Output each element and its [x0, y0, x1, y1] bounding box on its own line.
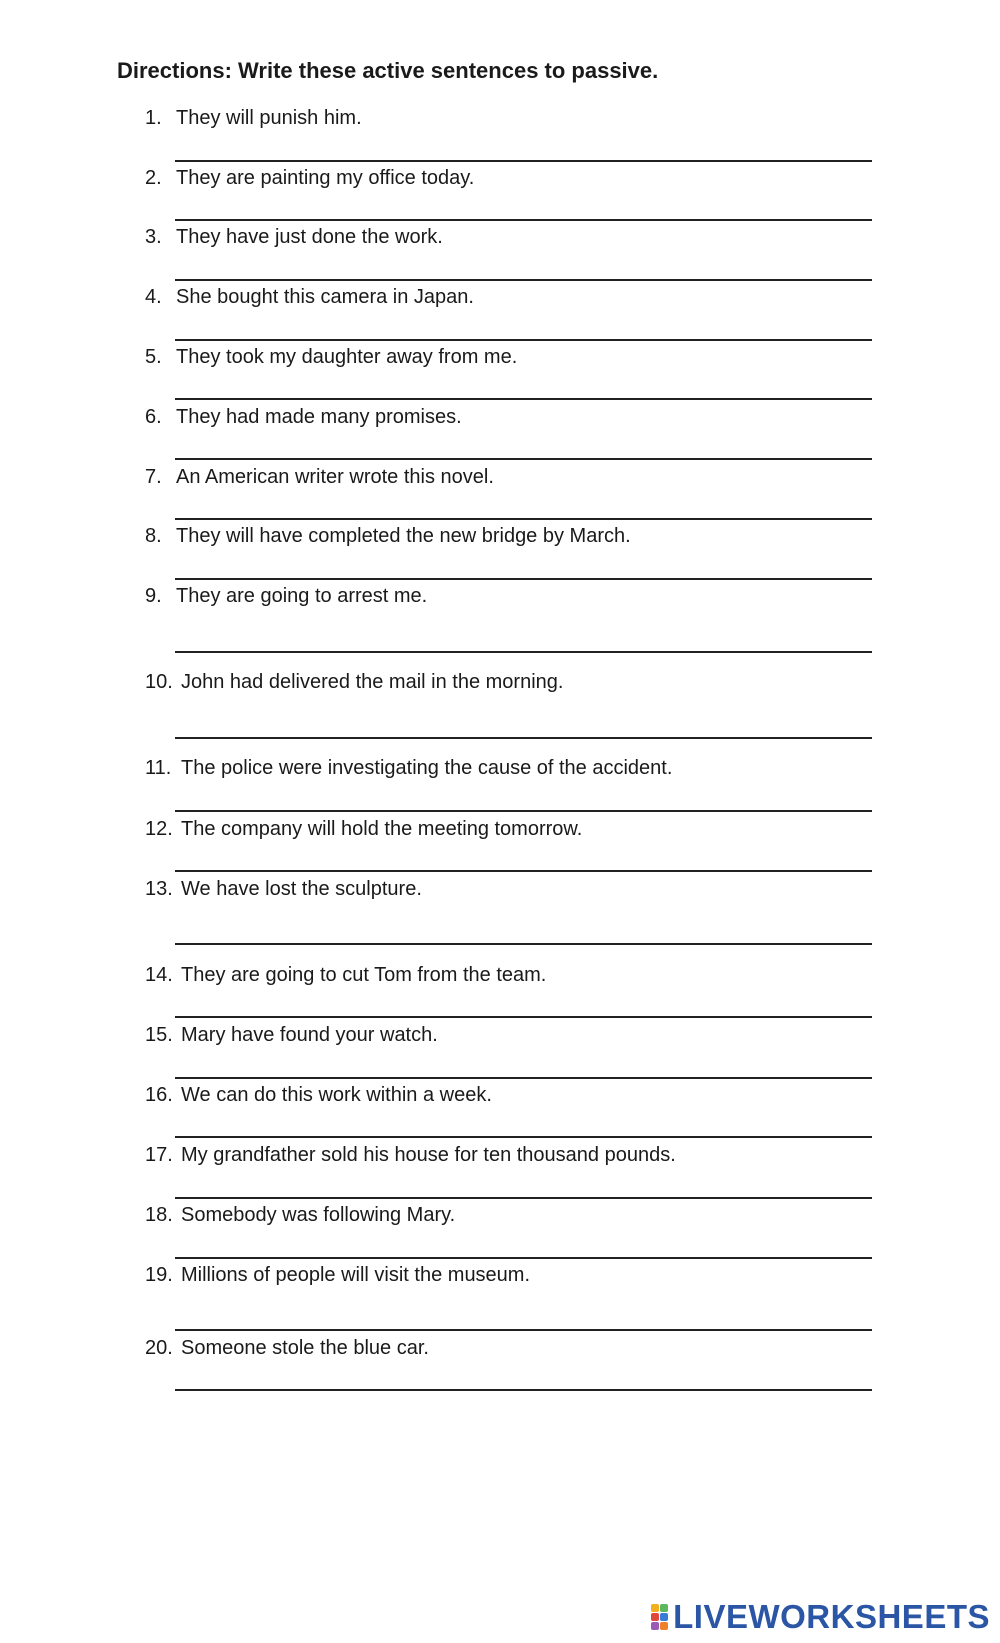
answer-line[interactable]: [175, 870, 872, 872]
item-sentence: They will punish him.: [176, 107, 362, 129]
liveworksheets-logo: [651, 1597, 990, 1637]
answer-line[interactable]: [175, 737, 872, 739]
item-number: 5.: [145, 346, 162, 368]
answer-line[interactable]: [175, 1016, 872, 1018]
logo-blocks-icon: [651, 1602, 669, 1632]
answer-line[interactable]: [175, 1257, 872, 1259]
answer-line[interactable]: [175, 943, 872, 945]
answer-line[interactable]: [175, 1329, 872, 1331]
item-sentence: We have lost the sculpture.: [181, 878, 422, 900]
item-sentence: John had delivered the mail in the morning.: [181, 671, 564, 693]
item-number: 3.: [145, 226, 162, 248]
item-number: 16.: [145, 1084, 173, 1106]
item-number: 6.: [145, 406, 162, 428]
answer-line[interactable]: [175, 810, 872, 812]
item-sentence: Somebody was following Mary.: [181, 1204, 456, 1226]
item-sentence: They have just done the work.: [176, 226, 443, 248]
item-sentence: Millions of people will visit the museum.: [181, 1264, 531, 1286]
answer-line[interactable]: [175, 219, 872, 221]
answer-line[interactable]: [175, 160, 872, 162]
answer-line[interactable]: [175, 518, 872, 520]
answer-line[interactable]: [175, 398, 872, 400]
item-number: 10.: [145, 671, 173, 693]
item-sentence: They are going to cut Tom from the team.: [181, 964, 547, 986]
item-sentence: Someone stole the blue car.: [181, 1337, 429, 1359]
answer-line[interactable]: [175, 651, 872, 653]
item-sentence: They had made many promises.: [176, 406, 462, 428]
item-number: 18.: [145, 1204, 173, 1226]
item-sentence: The police were investigating the cause of the accident.: [181, 757, 673, 779]
directions-heading: Directions: Write these active sentences to passive.: [117, 58, 659, 83]
item-sentence: She bought this camera in Japan.: [176, 286, 474, 308]
item-number: 4.: [145, 286, 162, 308]
item-number: 1.: [145, 107, 162, 129]
answer-line[interactable]: [175, 1197, 872, 1199]
item-number: 19.: [145, 1264, 173, 1286]
item-number: 17.: [145, 1144, 173, 1166]
answer-line[interactable]: [175, 578, 872, 580]
answer-line[interactable]: [175, 1389, 872, 1391]
item-sentence: My grandfather sold his house for ten thousand pounds.: [181, 1144, 676, 1166]
item-number: 9.: [145, 585, 162, 607]
item-sentence: We can do this work within a week.: [181, 1084, 492, 1106]
answer-line[interactable]: [175, 279, 872, 281]
item-number: 11.: [145, 757, 172, 779]
item-number: 2.: [145, 167, 162, 189]
item-number: 7.: [145, 466, 162, 488]
item-sentence: Mary have found your watch.: [181, 1024, 438, 1046]
item-sentence: They are painting my office today.: [176, 167, 475, 189]
answer-line[interactable]: [175, 339, 872, 341]
item-sentence: They will have completed the new bridge by March.: [176, 525, 631, 547]
item-sentence: The company will hold the meeting tomorrow.: [181, 818, 583, 840]
item-sentence: They are going to arrest me.: [176, 585, 428, 607]
item-sentence: An American writer wrote this novel.: [176, 466, 494, 488]
item-number: 15.: [145, 1024, 173, 1046]
answer-line[interactable]: [175, 1136, 872, 1138]
item-number: 14.: [145, 964, 173, 986]
item-number: 13.: [145, 878, 173, 900]
item-number: 20.: [145, 1337, 173, 1359]
logo-text: LIVEWORKSHEETS: [673, 1598, 990, 1635]
item-number: 12.: [145, 818, 173, 840]
item-sentence: They took my daughter away from me.: [176, 346, 518, 368]
item-number: 8.: [145, 525, 162, 547]
answer-line[interactable]: [175, 1077, 872, 1079]
answer-line[interactable]: [175, 458, 872, 460]
